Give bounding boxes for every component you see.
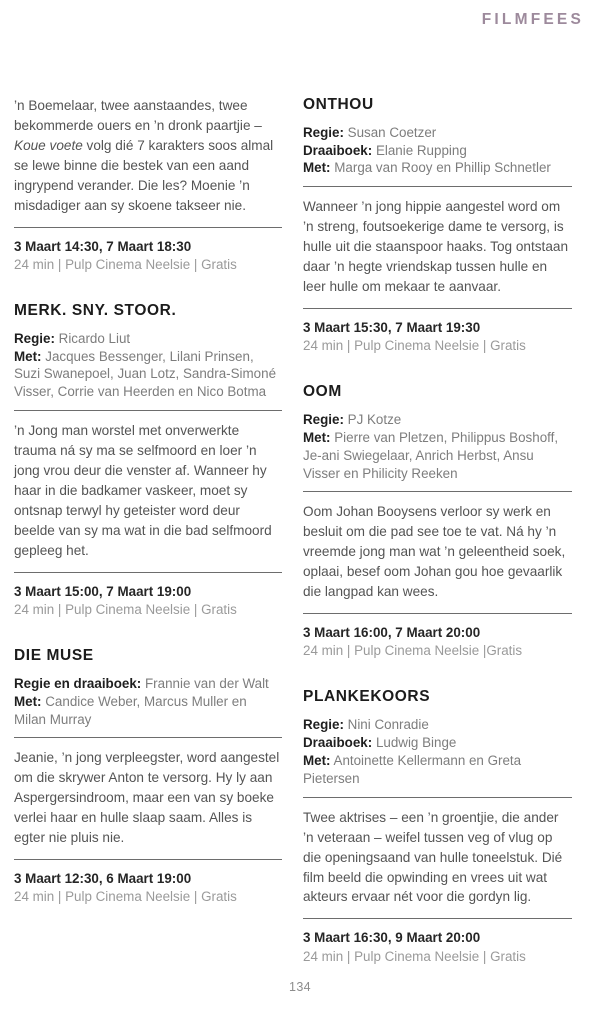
film-entry xyxy=(14,647,282,906)
screening-meta: 24 min | Pulp Cinema Neelsie |Gratis xyxy=(303,643,523,659)
film-title: PLANKEKOORS xyxy=(303,688,431,706)
synopsis-film-title-italic: Koue voete xyxy=(14,137,83,153)
film-credits xyxy=(14,675,282,728)
film-title: MERK. SNY. STOOR. xyxy=(14,302,177,319)
divider-rule xyxy=(303,797,572,798)
credit-value: Marga van Rooy en Phillip Schnetler xyxy=(330,160,551,176)
credit-value: Jacques Bessenger, Lilani Prinsen, Suzi Swanepoel, Juan Lotz, Sandra-Simoné Visser, Corrie van Heerden en Nico Botma xyxy=(14,348,277,400)
screening-meta: 24 min | Pulp Cinema Neelsie | Gratis xyxy=(303,338,526,354)
credit-value: Susan Coetzer xyxy=(343,124,437,140)
film-synopsis: Wanneer ’n jong hippie aangestel word om ’n streng, foutsoekerige dame te versorg, is hulle uit die staanspoor haaks. Tog ontstaan daar ’n hegte vriendskap tussen hulle en leer hulle om mekaar te aanvaar. xyxy=(303,199,569,295)
credit-value: Antoinette Kellermann en Greta Pietersen xyxy=(303,752,522,786)
credit-label: Met: xyxy=(303,429,331,445)
screening-dates: 3 Maart 16:30, 9 Maart 20:00 xyxy=(303,930,481,946)
film-credits xyxy=(14,330,282,401)
divider-rule xyxy=(303,613,572,614)
screening-meta: 24 min | Pulp Cinema Neelsie | Gratis xyxy=(14,602,237,617)
credit-label: Met: xyxy=(14,693,42,709)
credit-value: Ricardo Liut xyxy=(54,330,131,346)
credit-value: Frannie van der Walt xyxy=(141,675,269,691)
divider-rule xyxy=(14,227,282,228)
screening-meta: 24 min | Pulp Cinema Neelsie | Gratis xyxy=(14,889,237,905)
credit-label: Met: xyxy=(303,160,331,176)
credit-value: PJ Kotze xyxy=(343,412,402,428)
film-entry-continued xyxy=(14,96,282,274)
film-entry xyxy=(14,302,282,619)
screening-dates: 3 Maart 15:00, 7 Maart 19:00 xyxy=(14,583,192,599)
film-entry xyxy=(303,688,572,965)
two-column-body xyxy=(0,96,600,966)
divider-rule xyxy=(303,918,572,919)
credit-line xyxy=(303,752,572,788)
credit-line xyxy=(14,330,282,348)
credit-label: Met: xyxy=(303,752,331,768)
credit-line xyxy=(303,142,572,160)
screening-dates: 3 Maart 15:30, 7 Maart 19:30 xyxy=(303,320,481,336)
film-title: OOM xyxy=(303,383,342,401)
divider-rule xyxy=(303,186,572,187)
screening-meta: 24 min | Pulp Cinema Neelsie | Gratis xyxy=(303,948,526,964)
film-synopsis: Oom Johan Booysens verloor sy werk en besluit om die pad see toe te vat. Ná hy ’n vreemde jong man wat ’n geleentheid soek, oplaai, besef oom Johan gou hoe gevaarlik die langpad kan wees. xyxy=(303,504,566,600)
credit-label: Regie en draaiboek: xyxy=(14,675,142,691)
screening-dates: 3 Maart 14:30, 7 Maart 18:30 xyxy=(14,238,192,254)
credit-line xyxy=(303,734,572,752)
credit-value: Candice Weber, Marcus Muller en Milan Murray xyxy=(14,693,247,727)
credit-value: Elanie Rupping xyxy=(372,142,467,158)
divider-rule xyxy=(14,410,282,411)
credit-label: Regie: xyxy=(303,717,344,733)
credit-line xyxy=(303,411,572,429)
credit-line xyxy=(303,124,572,142)
credit-line xyxy=(14,693,282,729)
film-synopsis: ’n Jong man worstel met onverwerkte trauma ná sy ma se selfmoord en loer ’n jong vrou deur die venster af. Wanneer hy haar in die badkamer vaskeer, moet sy ontsnap terwyl hy geteister word deur beelde van sy ma wat in die bad selfmoord gepleeg het. xyxy=(14,423,272,558)
screening-dates: 3 Maart 12:30, 6 Maart 19:00 xyxy=(14,871,192,887)
divider-rule xyxy=(14,859,282,860)
page-number: 134 xyxy=(288,980,312,994)
credit-value: Nini Conradie xyxy=(343,717,429,733)
divider-rule xyxy=(303,308,572,309)
synopsis-text-part1: ’n Boemelaar, twee aanstaandes, twee bekommerde ouers en ’n dronk paartjie – xyxy=(14,98,262,133)
credit-label: Draaiboek: xyxy=(303,735,373,751)
film-synopsis: Twee aktrises – een ’n groentjie, die ander ’n veteraan – weifel tussen veg of vlug op die openingsaand van hulle toneelstuk. Dié film beeld die opwinding en vrees uit wat akteurs ervaar nét voor die gordyn lig. xyxy=(303,809,563,905)
credit-label: Met: xyxy=(14,348,42,364)
credit-value: Ludwig Binge xyxy=(372,735,457,751)
film-synopsis: Jeanie, ’n jong verpleegster, word aangestel om die skrywer Anton te versorg. Hy ly aan Aspergersindroom, maar een van sy boeke verlei haar en hulle slaap saam. Alles is egter nie pluis nie. xyxy=(14,750,280,846)
film-entry xyxy=(303,96,572,355)
credit-line xyxy=(303,429,572,482)
credit-line xyxy=(14,675,282,693)
divider-rule xyxy=(303,491,572,492)
credit-label: Regie: xyxy=(303,124,344,140)
film-title: DIE MUSE xyxy=(14,647,94,665)
film-credits xyxy=(303,411,572,482)
credit-label: Regie: xyxy=(14,330,55,346)
synopsis-continued xyxy=(14,96,282,216)
credit-label: Regie: xyxy=(303,412,344,428)
left-column xyxy=(0,96,300,966)
divider-rule xyxy=(14,737,282,738)
right-column xyxy=(300,96,600,966)
credit-label: Draaiboek: xyxy=(303,142,373,158)
film-title: ONTHOU xyxy=(303,96,374,113)
film-credits xyxy=(303,716,572,787)
divider-rule xyxy=(14,572,282,573)
screening-dates: 3 Maart 16:00, 7 Maart 20:00 xyxy=(303,625,481,641)
film-entry xyxy=(303,383,572,660)
running-header-filmfees: FILMFEES xyxy=(481,11,584,28)
credit-line xyxy=(303,159,572,177)
film-credits xyxy=(303,124,572,177)
screening-meta: 24 min | Pulp Cinema Neelsie | Gratis xyxy=(14,256,237,272)
credit-line xyxy=(14,348,282,401)
synopsis-text-part2: volg dié 7 karakters soos almal se lewe binne die bestek van een aand ingrypend verander. Die les? Moenie ’n misdadiger aan sy skoene takseer nie. xyxy=(14,137,274,213)
credit-line xyxy=(303,716,572,734)
credit-value: Pierre van Pletzen, Philippus Boshoff, Je-ani Swiegelaar, Anrich Herbst, Ansu Visser en Philicity Reeken xyxy=(303,429,559,481)
